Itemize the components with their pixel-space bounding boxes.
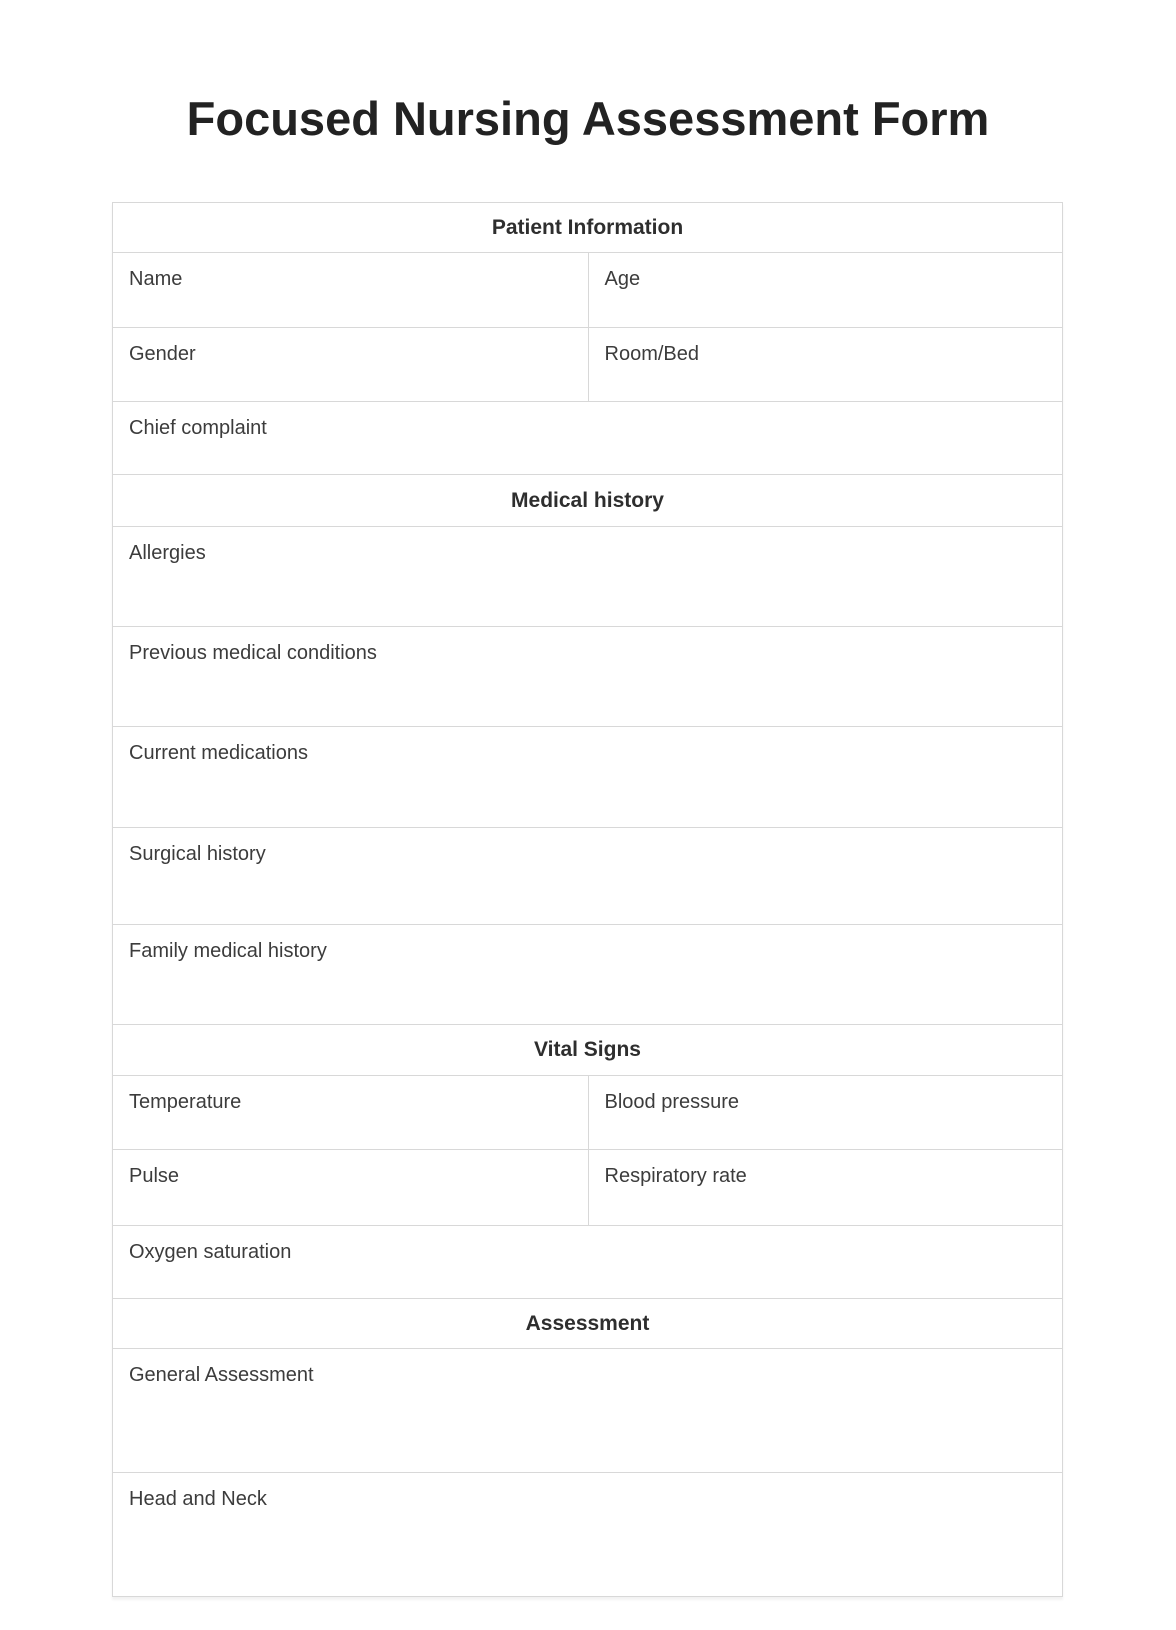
row-oxygen-saturation: [113, 1225, 1062, 1298]
page-title: Focused Nursing Assessment Form: [186, 92, 990, 145]
field-surgical-history-label: Surgical history: [129, 843, 266, 865]
field-age-label: Age: [588, 253, 1063, 327]
field-respiratory-rate-label: Respiratory rate: [588, 1150, 1063, 1225]
field-temperature-label: Temperature: [129, 1091, 242, 1113]
row-pulse-respiratoryrate: [113, 1149, 1062, 1225]
section-header-assessment: [113, 1298, 1062, 1348]
field-oxygen-saturation-label: Oxygen saturation: [129, 1241, 292, 1263]
field-general-assessment-label: General Assessment: [129, 1364, 314, 1386]
field-current-medications-label: Current medications: [129, 742, 308, 764]
row-current-medications: [113, 726, 1062, 827]
row-surgical-history: [113, 827, 1062, 924]
field-gender-label: Gender: [129, 343, 196, 365]
section-header-patient-information: [113, 203, 1062, 252]
section-header-assessment-label: Assessment: [525, 1311, 650, 1335]
row-allergies: [113, 526, 1062, 626]
row-chief-complaint: [113, 401, 1062, 474]
row-general-assessment: [113, 1348, 1062, 1472]
field-previous-medical-conditions-label: Previous medical conditions: [129, 642, 377, 664]
field-family-medical-history-label: Family medical history: [129, 940, 327, 962]
row-head-and-neck: [113, 1472, 1062, 1596]
field-allergies-label: Allergies: [129, 542, 206, 564]
section-header-medical-history: [113, 474, 1062, 526]
field-name-label: Name: [129, 268, 183, 290]
row-family-medical-history: [113, 924, 1062, 1024]
field-blood-pressure-label: Blood pressure: [588, 1076, 1063, 1149]
row-name-age: [113, 252, 1062, 327]
section-header-patient-information-label: Patient Information: [491, 215, 684, 239]
field-chief-complaint-label: Chief complaint: [129, 417, 267, 439]
row-temperature-bloodpressure: [113, 1075, 1062, 1149]
section-header-vital-signs-label: Vital Signs: [534, 1038, 641, 1061]
field-head-and-neck-label: Head and Neck: [129, 1488, 267, 1510]
row-previous-medical-conditions: [113, 626, 1062, 726]
field-room-bed-label: Room/Bed: [588, 328, 1063, 401]
section-header-medical-history-label: Medical history: [511, 488, 664, 512]
nursing-assessment-form-table: [112, 202, 1063, 1597]
row-gender-roombed: [113, 327, 1062, 401]
section-header-vital-signs: [113, 1024, 1062, 1075]
field-pulse-label: Pulse: [129, 1165, 180, 1187]
